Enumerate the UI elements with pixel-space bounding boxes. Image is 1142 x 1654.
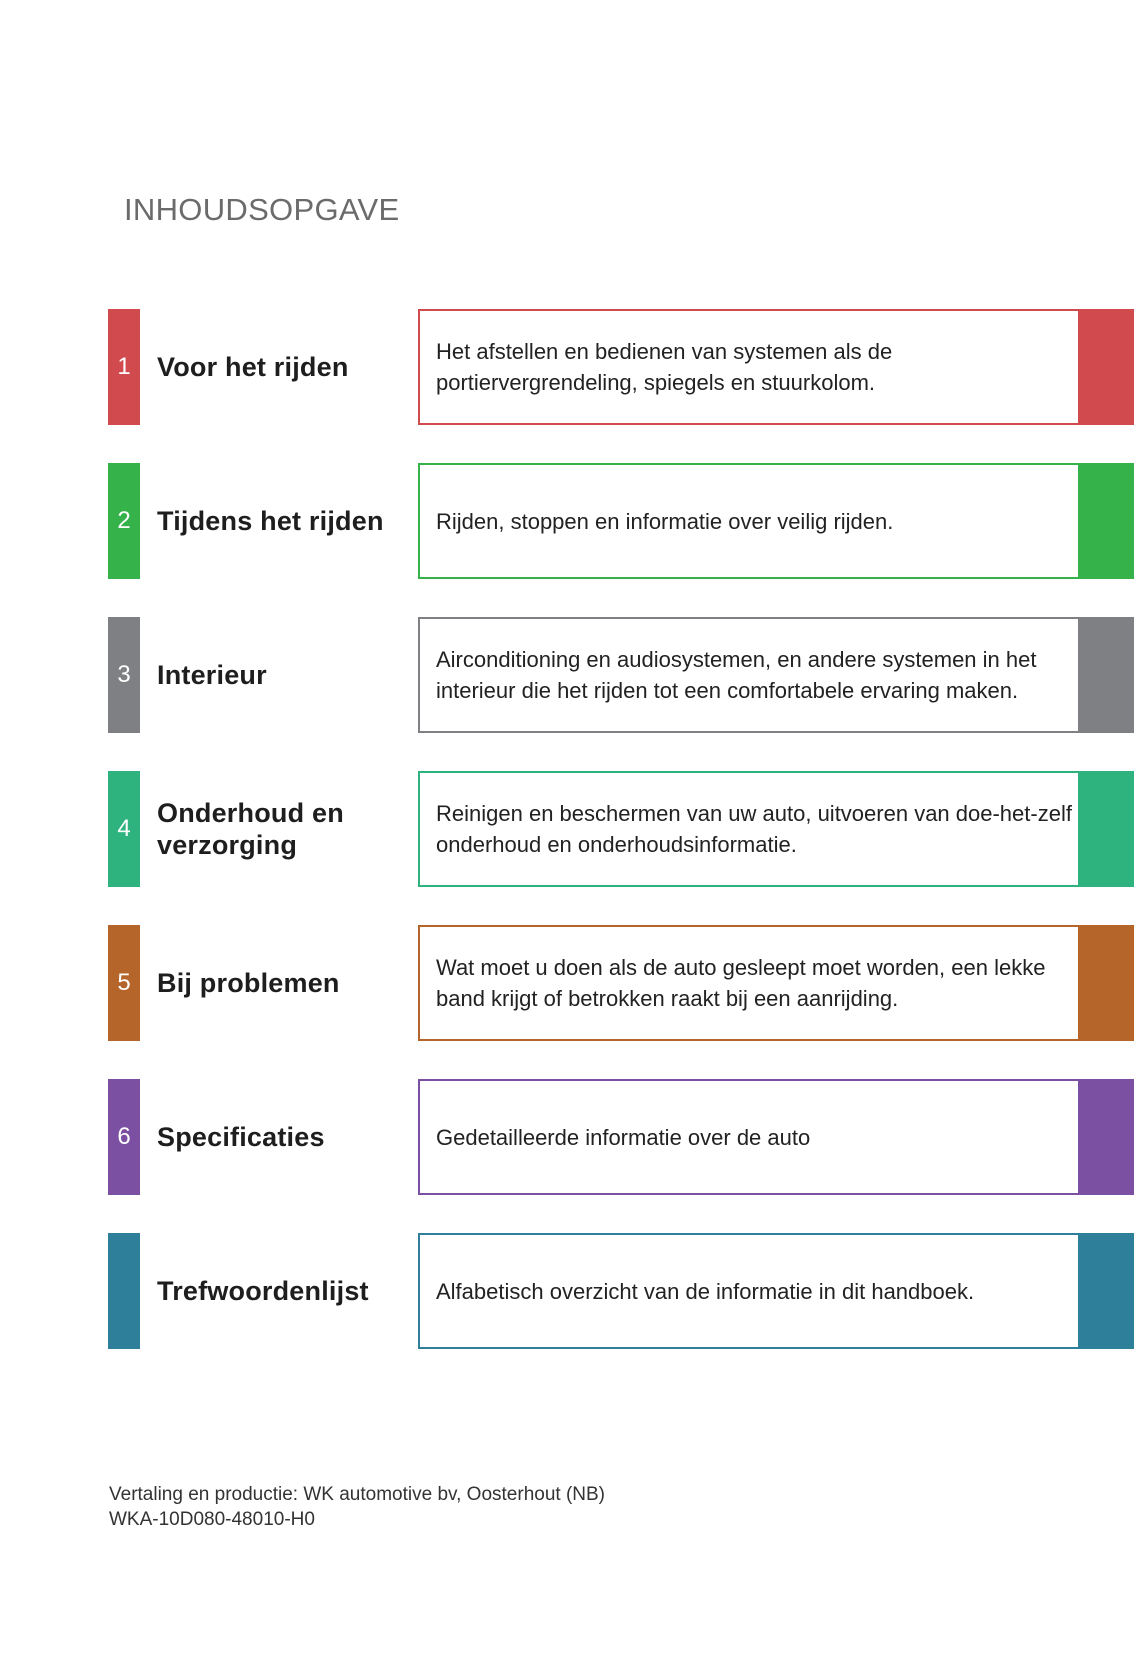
- section-number: 5: [117, 969, 131, 996]
- section-number: 2: [117, 507, 131, 534]
- section-title[interactable]: Bij problemen: [157, 968, 340, 998]
- toc-row-6[interactable]: [108, 1079, 1134, 1195]
- toc-row-4[interactable]: [108, 771, 1134, 887]
- toc-row-3[interactable]: [108, 617, 1134, 733]
- section-color-tab: [1078, 925, 1134, 1041]
- section-color-tab: [1078, 1079, 1134, 1195]
- toc-row-2[interactable]: [108, 463, 1134, 579]
- section-number: 6: [117, 1123, 131, 1150]
- section-description: Airconditioning en audiosystemen, en andere systemen in het interieur die het rijden tot een comfortabele ervaring maken.: [436, 647, 1037, 703]
- footer-code: WKA-10D080-48010-H0: [109, 1509, 315, 1530]
- section-title[interactable]: Specificaties: [157, 1122, 325, 1152]
- footer-credit: Vertaling en productie: WK automotive bv, Oosterhout (NB): [109, 1484, 605, 1505]
- section-number-tab: [108, 925, 140, 1041]
- section-title[interactable]: Onderhoud en verzorging: [157, 798, 344, 860]
- section-title[interactable]: Voor het rijden: [157, 352, 349, 382]
- section-number-tab: [108, 1233, 140, 1349]
- section-number-tab: [108, 463, 140, 579]
- section-description-box: [418, 617, 1134, 733]
- section-title[interactable]: Tijdens het rijden: [157, 506, 384, 536]
- section-description-box: [418, 925, 1134, 1041]
- section-description-box: [418, 309, 1134, 425]
- page-title: INHOUDSOPGAVE: [124, 192, 400, 227]
- section-number: 1: [117, 353, 131, 380]
- section-description: Rijden, stoppen en informatie over veilig rijden.: [436, 508, 894, 534]
- section-description-box: [418, 1233, 1134, 1349]
- section-description: Het afstellen en bedienen van systemen als de portiervergrendeling, spiegels en stuurkolom.: [436, 339, 893, 395]
- toc-row-1[interactable]: [108, 309, 1134, 425]
- section-number-tab: [108, 617, 140, 733]
- section-color-tab: [1078, 617, 1134, 733]
- section-description: Wat moet u doen als de auto gesleept moet worden, een lekke band krijgt of betrokken raakt bij een aanrijding.: [436, 955, 1046, 1011]
- toc-row-5[interactable]: [108, 925, 1134, 1041]
- section-number-tab: [108, 309, 140, 425]
- section-description: Alfabetisch overzicht van de informatie in dit handboek.: [436, 1278, 975, 1304]
- section-title[interactable]: Trefwoordenlijst: [157, 1276, 369, 1306]
- footer: [109, 1482, 605, 1532]
- section-description: Gedetailleerde informatie over de auto: [436, 1124, 811, 1150]
- section-title[interactable]: Interieur: [157, 660, 267, 690]
- section-color-tab: [1078, 771, 1134, 887]
- section-description-box: [418, 1079, 1134, 1195]
- section-number: 3: [117, 661, 131, 688]
- section-color-tab: [1078, 309, 1134, 425]
- toc-row-index[interactable]: [108, 1233, 1134, 1349]
- section-color-tab: [1078, 463, 1134, 579]
- section-description-box: [418, 463, 1134, 579]
- section-color-tab: [1078, 1233, 1134, 1349]
- section-number-tab: [108, 771, 140, 887]
- section-number: 4: [117, 815, 131, 842]
- section-description-box: [418, 771, 1134, 887]
- section-description: Reinigen en beschermen van uw auto, uitvoeren van doe-het-zelf onderhoud en onderhoudsinformatie.: [436, 801, 1072, 857]
- section-number-tab: [108, 1079, 140, 1195]
